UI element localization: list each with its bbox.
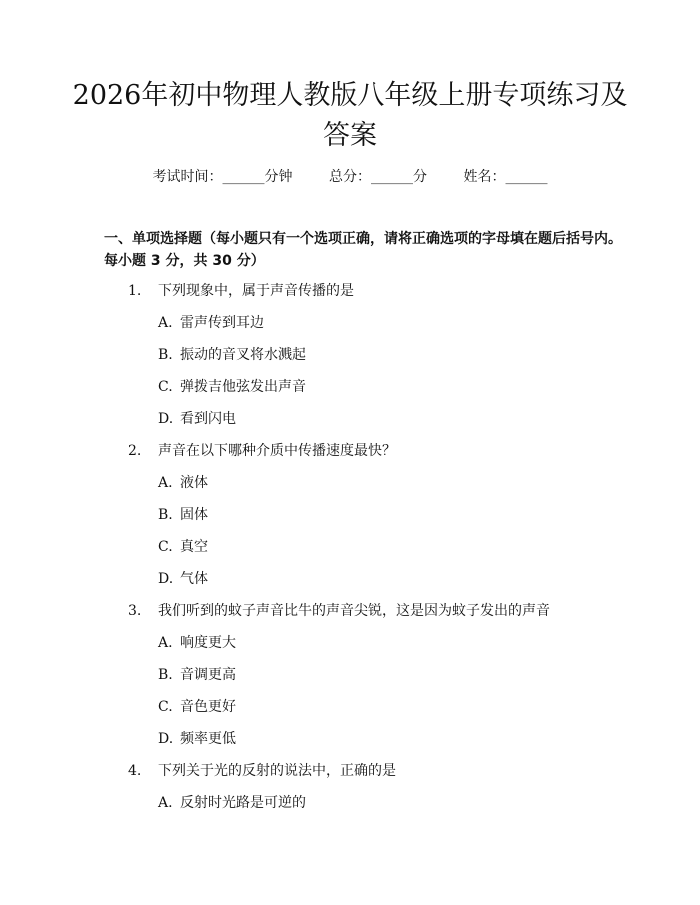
- question-1-option-a: [0, 312, 700, 344]
- option-text: 响度更大: [180, 635, 236, 651]
- exam-time-field: [153, 166, 293, 186]
- question-stem: 下列现象中，属于声音传播的是: [158, 283, 354, 299]
- option-text: 弹拨吉他弦发出声音: [180, 379, 306, 395]
- exam-time-unit: 分钟: [264, 169, 293, 185]
- option-text: 固体: [180, 507, 208, 523]
- question-number: 2.: [128, 443, 142, 459]
- option-letter: C.: [158, 539, 173, 555]
- option-text: 振动的音叉将水溅起: [180, 347, 306, 363]
- option-letter: D.: [158, 571, 174, 587]
- question-list: [0, 280, 700, 824]
- question-1-option-d: [0, 408, 700, 440]
- question-3-option-c: [0, 696, 700, 728]
- question-number: 1.: [128, 283, 142, 299]
- question-number: 4.: [128, 763, 142, 779]
- question-stem: 声音在以下哪种介质中传播速度最快？: [158, 443, 396, 459]
- option-letter: A.: [158, 795, 173, 811]
- question-2-option-a: [0, 472, 700, 504]
- name-label: 姓名：: [463, 169, 506, 185]
- question-stem: 我们听到的蚊子声音比牛的声音尖锐，这是因为蚊子发出的声音: [158, 603, 550, 619]
- option-letter: C.: [158, 699, 173, 715]
- name-blank: ______: [505, 169, 548, 185]
- option-text: 真空: [180, 539, 208, 555]
- question-2-option-c: [0, 536, 700, 568]
- option-text: 音调更高: [180, 667, 236, 683]
- question-2: [0, 440, 700, 472]
- question-3-option-d: [0, 728, 700, 760]
- name-field: [463, 166, 547, 186]
- question-4-option-a: [0, 792, 700, 824]
- total-score-label: 总分：: [329, 169, 371, 185]
- option-letter: A.: [158, 635, 173, 651]
- option-letter: D.: [158, 731, 174, 747]
- question-3-option-b: [0, 664, 700, 696]
- option-text: 雷声传到耳边: [180, 315, 264, 331]
- option-text: 反射时光路是可逆的: [180, 795, 306, 811]
- question-1: [0, 280, 700, 312]
- total-score-blank: ______: [371, 169, 413, 185]
- section-heading: 一、单项选择题（每小题只有一个选项正确，请将正确选项的字母填在题后括号内。每小题 3 分，共 30 分）: [104, 231, 622, 269]
- question-3-option-a: [0, 632, 700, 664]
- option-letter: C.: [158, 379, 173, 395]
- question-2-option-d: [0, 568, 700, 600]
- option-text: 气体: [180, 571, 208, 587]
- question-1-option-b: [0, 344, 700, 376]
- option-letter: D.: [158, 411, 174, 427]
- option-letter: A.: [158, 475, 173, 491]
- question-1-option-c: [0, 376, 700, 408]
- option-text: 看到闪电: [180, 411, 236, 427]
- question-4: [0, 760, 700, 792]
- total-score-field: [329, 166, 427, 186]
- option-text: 音色更好: [180, 699, 236, 715]
- option-letter: B.: [158, 347, 173, 363]
- option-text: 频率更低: [180, 731, 236, 747]
- option-letter: B.: [158, 507, 173, 523]
- document-title: 2026年初中物理人教版八年级上册专项练习及答案: [72, 80, 628, 151]
- question-3: [0, 600, 700, 632]
- option-letter: B.: [158, 667, 173, 683]
- exam-info-line: [0, 166, 700, 186]
- option-text: 液体: [180, 475, 208, 491]
- exam-time-label: 考试时间：: [152, 169, 223, 185]
- exam-time-blank: ______: [222, 169, 265, 185]
- question-number: 3.: [128, 603, 142, 619]
- question-stem: 下列关于光的反射的说法中，正确的是: [158, 763, 396, 779]
- total-score-unit: 分: [413, 169, 427, 185]
- option-letter: A.: [158, 315, 173, 331]
- question-2-option-b: [0, 504, 700, 536]
